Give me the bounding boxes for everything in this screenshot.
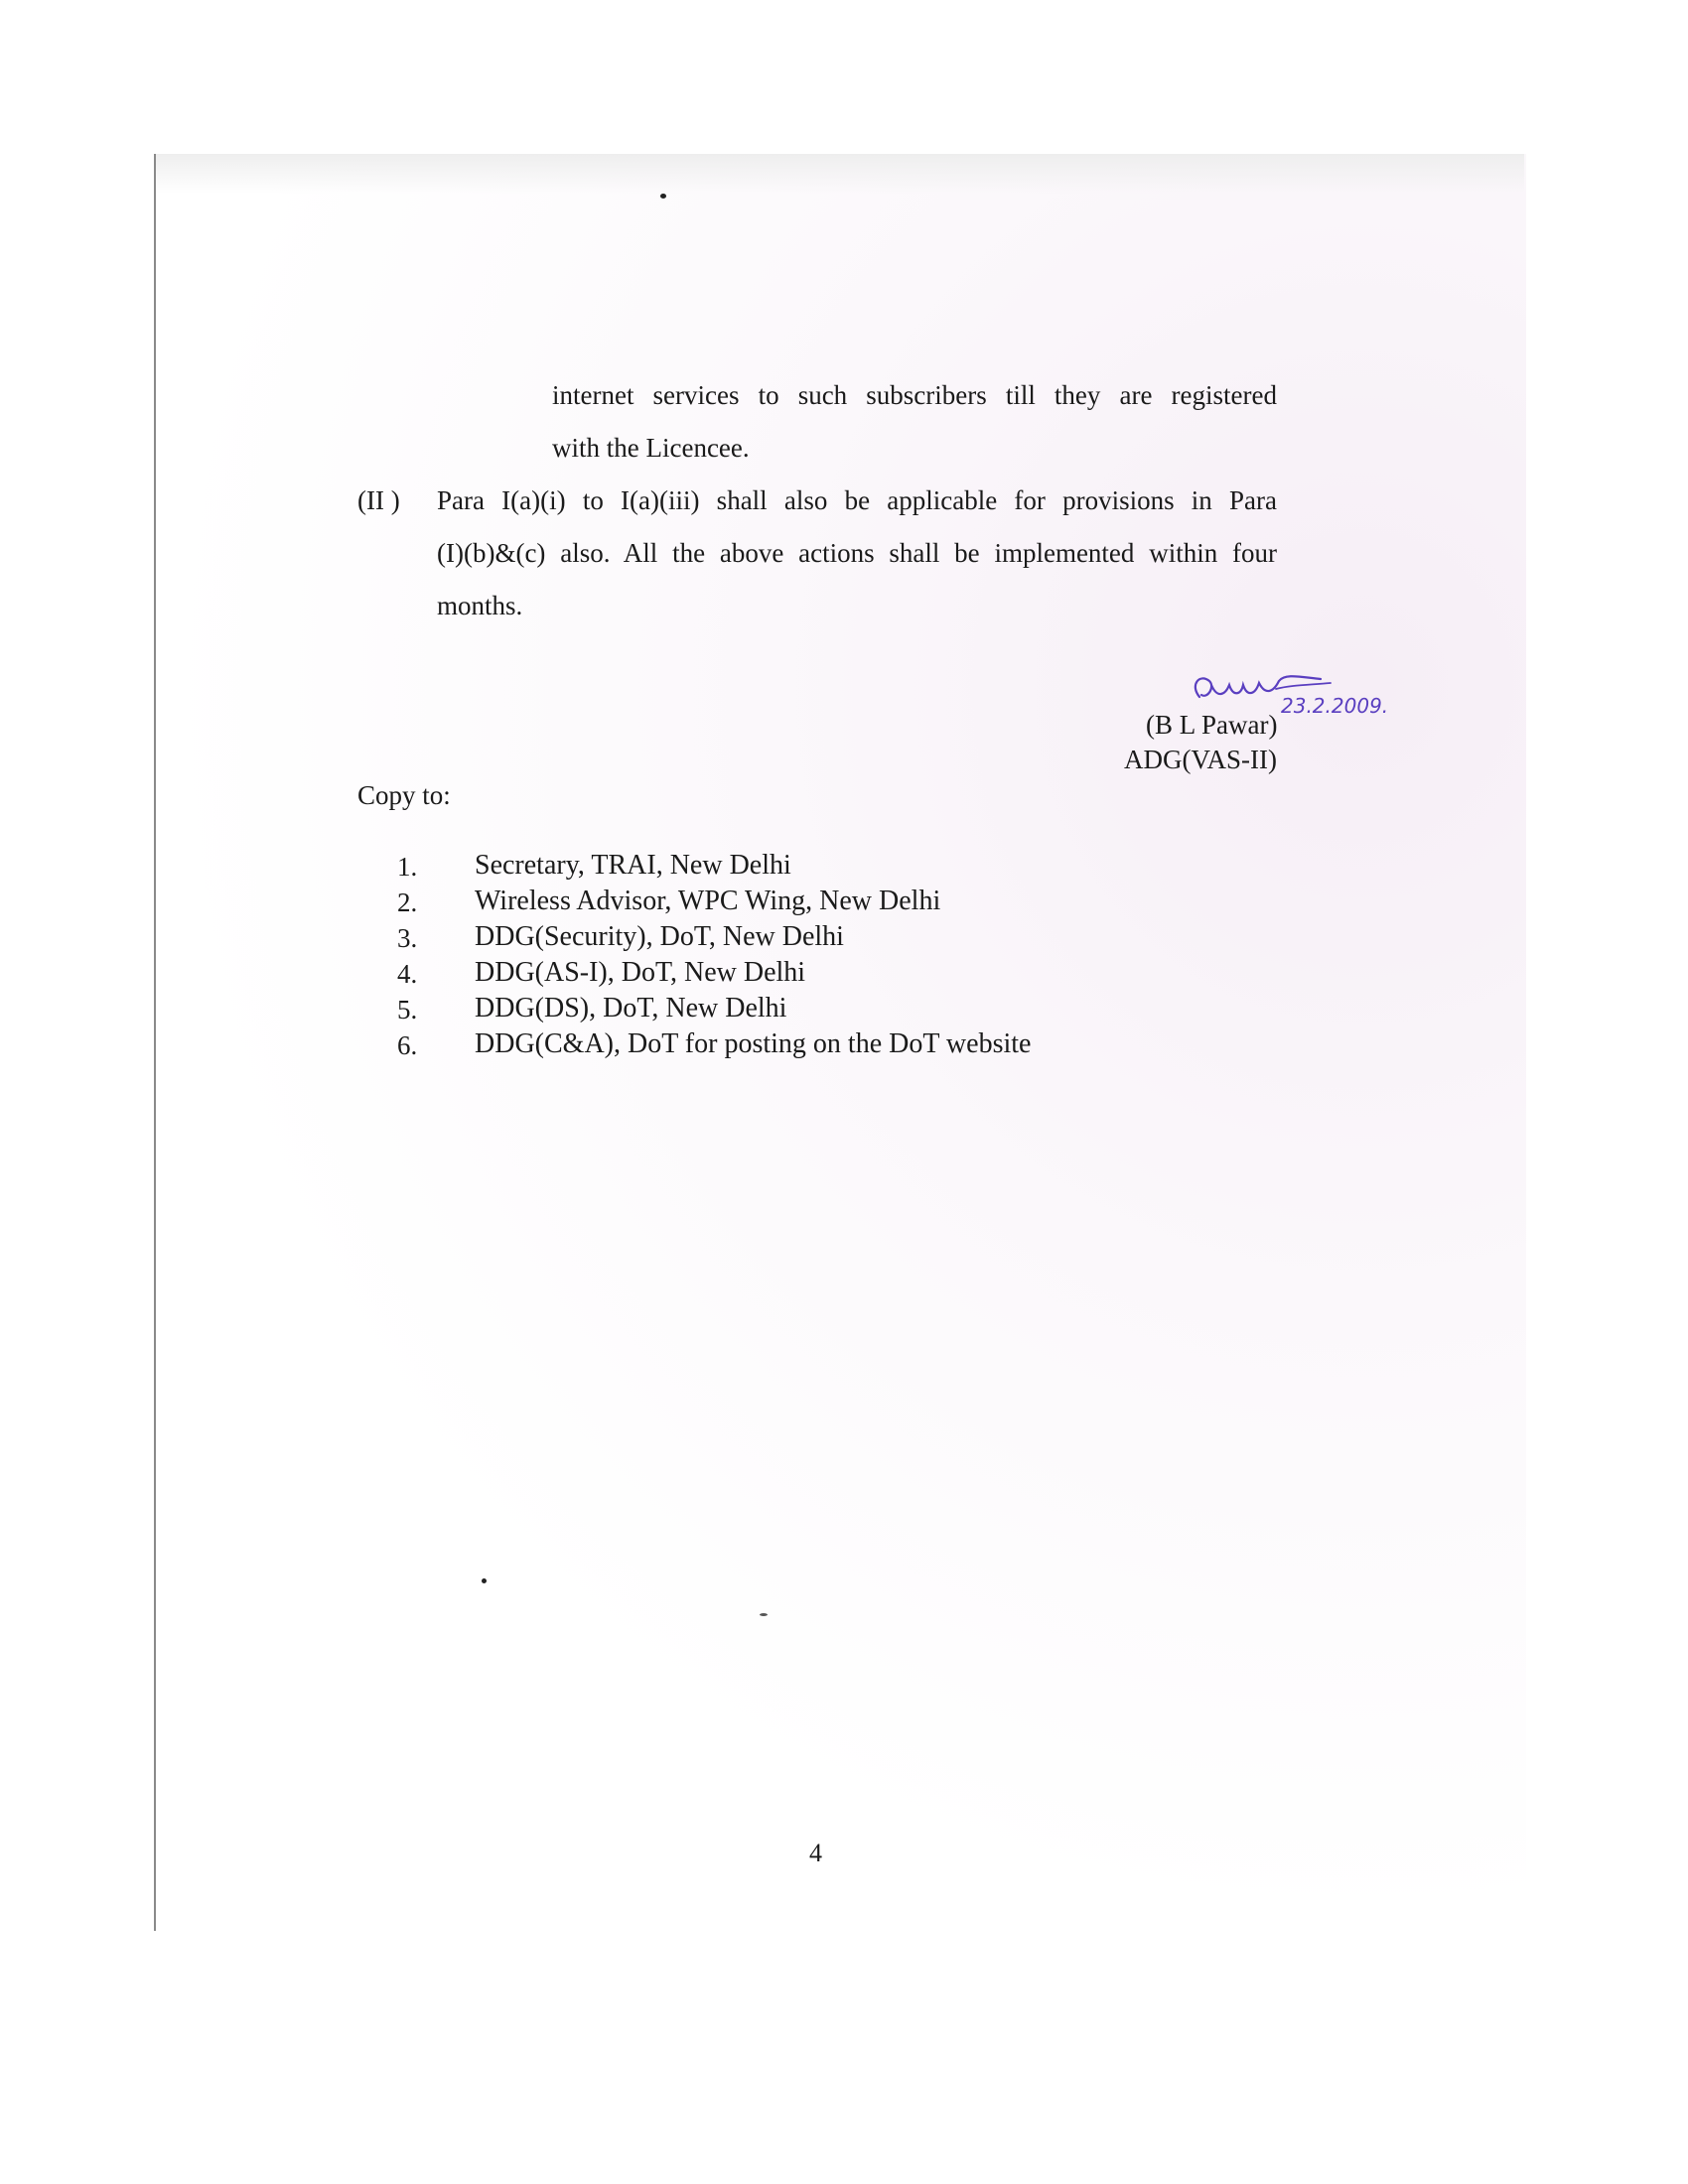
signatory-designation: ADG(VAS-II) bbox=[1124, 745, 1277, 774]
list-number: 4. bbox=[397, 959, 418, 989]
para-2-line-1: Para I(a)(i) to I(a)(iii) shall also be applicable for provisions in Para bbox=[437, 485, 1277, 515]
list-number: 6. bbox=[397, 1030, 418, 1060]
list-item-text: Wireless Advisor, WPC Wing, New Delhi bbox=[475, 886, 941, 916]
list-number: 5. bbox=[397, 995, 418, 1024]
copy-to-heading: Copy to: bbox=[357, 780, 451, 810]
scan-shadow bbox=[156, 154, 1524, 194]
scan-speck bbox=[660, 194, 666, 199]
list-item-text: DDG(Security), DoT, New Delhi bbox=[475, 921, 844, 952]
list-number: 3. bbox=[397, 923, 418, 953]
svg-text:23.2.2009.: 23.2.2009. bbox=[1281, 694, 1389, 718]
signatory-name: (B L Pawar) bbox=[1146, 710, 1278, 740]
page-number: 4 bbox=[809, 1839, 822, 1867]
scan-speck bbox=[760, 1613, 768, 1616]
list-item-text: DDG(C&A), DoT for posting on the DoT website bbox=[475, 1028, 1032, 1059]
para-marker: (II ) bbox=[357, 485, 400, 515]
continuation-line-1: internet services to such subscribers till they are registered bbox=[552, 380, 1277, 410]
list-number: 1. bbox=[397, 852, 418, 882]
list-number: 2. bbox=[397, 887, 418, 917]
continuation-line-2: with the Licencee. bbox=[552, 433, 750, 463]
scan-speck bbox=[482, 1578, 487, 1583]
para-2-line-3: months. bbox=[437, 591, 523, 620]
list-item-text: DDG(AS-I), DoT, New Delhi bbox=[475, 957, 806, 988]
list-item-text: DDG(DS), DoT, New Delhi bbox=[475, 993, 787, 1024]
para-2-line-2: (I)(b)&(c) also. All the above actions shall be implemented within four bbox=[437, 538, 1277, 568]
list-item-text: Secretary, TRAI, New Delhi bbox=[475, 850, 791, 881]
